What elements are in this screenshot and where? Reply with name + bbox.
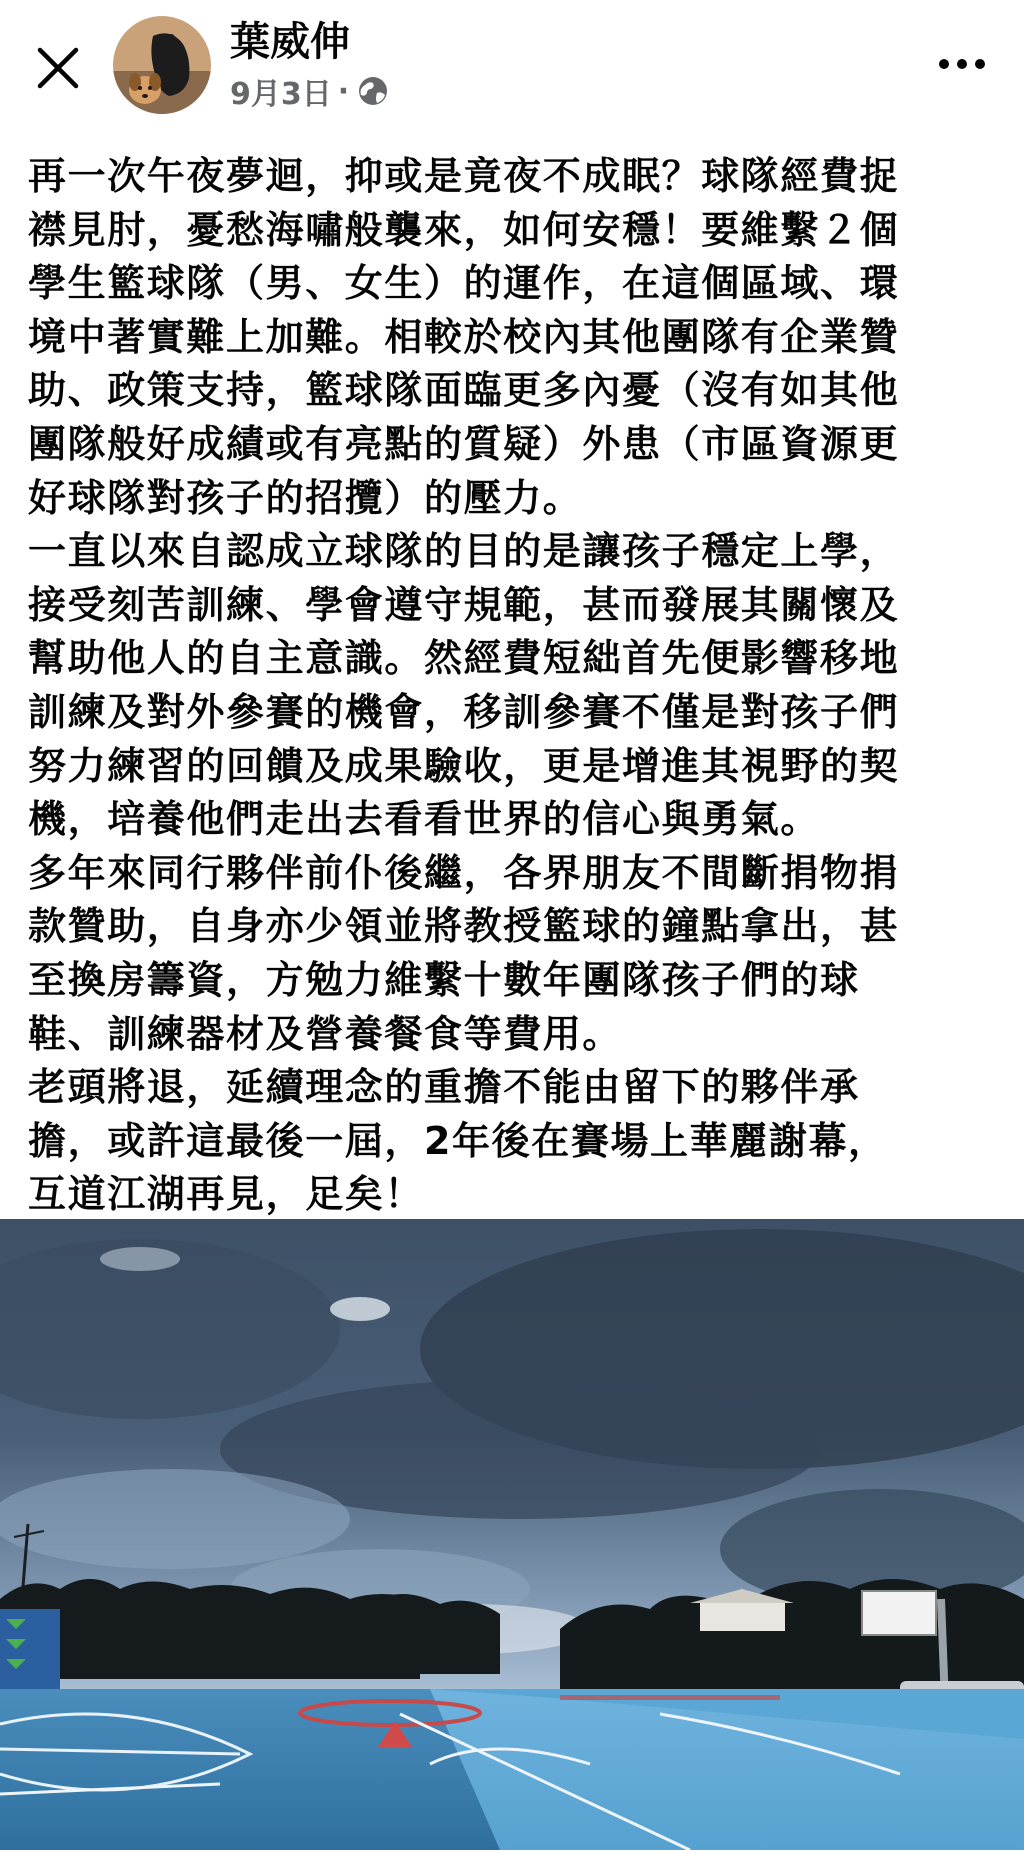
post-line: 襟見肘，憂愁海嘯般襲來，如何安穩！要維繫２個 — [28, 207, 900, 252]
post-line: 團隊般好成績或有亮點的質疑）外患（市區資源更 — [28, 421, 900, 466]
more-options-button[interactable] — [930, 44, 994, 84]
post-line: 多年來同行夥伴前仆後繼，各界朋友不間斷捐物捐 — [28, 850, 900, 895]
post-line: 境中著實難上加難。相較於校內其他團隊有企業贊 — [28, 314, 900, 359]
post-meta — [230, 70, 389, 112]
author-name[interactable]: 葉威伸 — [230, 19, 350, 65]
post-body — [28, 150, 1003, 1222]
post-line: 鞋、訓練器材及營養餐食等費用。 — [28, 1011, 623, 1056]
post-line: 努力練習的回饋及成果驗收，更是增進其視野的契 — [28, 743, 900, 788]
post-line: 接受刻苦訓練、學會遵守規範，甚而發展其關懷及 — [28, 582, 900, 627]
post-line: 互道江湖再見，足矣！ — [28, 1172, 425, 1217]
post-line: 款贊助，自身亦少領並將教授籃球的鐘點拿出，甚 — [28, 904, 900, 949]
post-date[interactable]: 9月3日 — [230, 77, 332, 112]
post-line: 幫助他人的自主意識。然經費短絀首先便影響移地 — [28, 636, 900, 681]
post-line: 機，培養他們走出去看看世界的信心與勇氣。 — [28, 797, 821, 842]
close-icon[interactable] — [30, 40, 86, 96]
post-line: 至換房籌資，方勉力維繫十數年團隊孩子們的球 — [28, 957, 860, 1002]
meta-separator: · — [337, 73, 350, 109]
post-line: 訓練及對外參賽的機會，移訓參賽不僅是對孩子們 — [28, 689, 900, 734]
avatar[interactable] — [113, 16, 211, 114]
post-photo[interactable] — [0, 1219, 1024, 1850]
post-line: 助、政策支持，籃球隊面臨更多內憂（沒有如其他 — [28, 368, 900, 413]
post-header — [0, 0, 1024, 140]
post-line: 好球隊對孩子的招攬）的壓力。 — [28, 475, 583, 520]
more-options-icon[interactable] — [930, 44, 994, 84]
post-line: 老頭將退，延續理念的重擔不能由留下的夥伴承 — [28, 1065, 860, 1110]
close-button[interactable] — [30, 40, 86, 96]
post-line: 再一次午夜夢迴，抑或是竟夜不成眠？球隊經費捉 — [28, 154, 900, 198]
post-line: 一直以來自認成立球隊的目的是讓孩子穩定上學， — [28, 529, 900, 574]
post-line: 擔，或許這最後一屆，2年後在賽場上華麗謝幕， — [28, 1118, 888, 1163]
globe-icon — [357, 75, 389, 107]
post-line: 學生籃球隊（男、女生）的運作，在這個區域、環 — [28, 261, 900, 306]
